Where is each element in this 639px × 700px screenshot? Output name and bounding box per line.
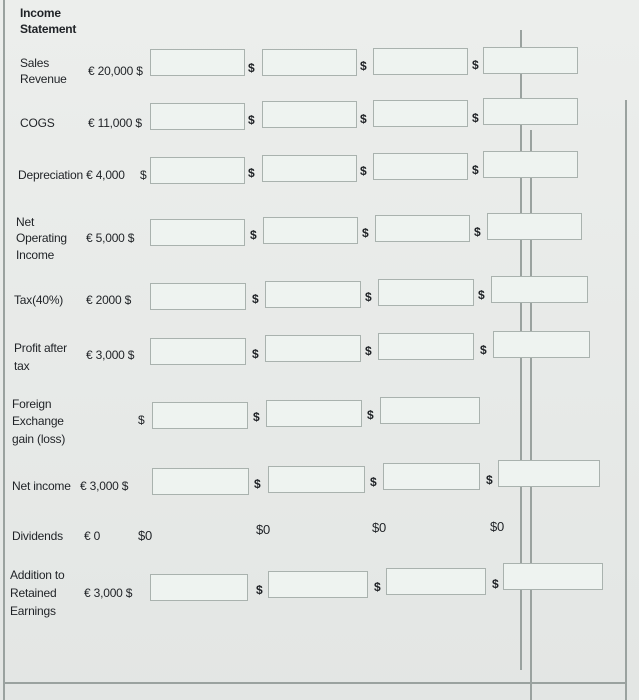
dividends-zero-col-2: $0 [256,522,271,537]
dividends-zero-col-4: $0 [490,519,505,534]
retained-earnings-input-3[interactable] [386,568,486,595]
dollar-sign: $ [474,225,481,239]
foreign-exchange-input-2[interactable] [266,400,362,427]
dividends-zero-col-1: $0 [138,528,153,543]
dollar-sign: $ [486,473,493,487]
row-label-tax: Tax(40%) [14,293,64,307]
dollar-sign: $ [472,111,479,125]
dividends-value: € 0 [84,529,101,543]
dollar-sign: $ [362,226,369,240]
dollar-sign: $ [360,164,367,178]
profit-after-tax-input-1[interactable] [150,338,246,365]
dollar-sign: $ [250,228,257,242]
table-bottom-border [3,682,625,684]
row-label-dividends: Dividends [12,529,63,543]
row-label-profit-after: Profit after [14,341,67,355]
table-left-border [3,0,5,700]
statement-title-line1: Income [20,6,61,20]
sales-revenue-value: € 20,000 $ [88,64,143,78]
row-label-operating: Operating [16,231,67,245]
foreign-exchange-value: $ [138,413,145,427]
cogs-input-3[interactable] [373,100,468,127]
foreign-exchange-input-3[interactable] [380,397,480,424]
dollar-sign: $ [478,288,485,302]
retained-earnings-input-2[interactable] [268,571,368,598]
depreciation-input-2[interactable] [262,155,357,182]
row-label-retained: Retained [10,586,57,600]
net-income-input-1[interactable] [152,468,249,495]
dollar-sign: $ [248,61,255,75]
row-label-cogs: COGS [20,116,55,130]
retained-earnings-input-1[interactable] [150,574,248,601]
sales-revenue-input-3[interactable] [373,48,468,75]
table-right-border [625,100,627,700]
dollar-sign: $ [472,163,479,177]
dollar-sign: $ [492,577,499,591]
cogs-input-2[interactable] [262,101,357,128]
dollar-sign: $ [252,347,259,361]
tax-input-3[interactable] [378,279,474,306]
depreciation-input-4[interactable] [483,151,578,178]
dollar-sign: $ [252,292,259,306]
sales-revenue-input-1[interactable] [150,49,245,76]
net-operating-income-value: € 5,000 $ [86,231,135,245]
dollar-sign: $ [254,477,261,491]
dollar-sign: $ [360,59,367,73]
cogs-input-4[interactable] [483,98,578,125]
dividends-zero-col-3: $0 [372,520,387,535]
tax-input-4[interactable] [491,276,588,303]
row-label-income: Income [16,248,55,262]
cogs-value: € 11,000 $ [88,116,142,130]
net-operating-income-input-3[interactable] [375,215,470,242]
net-income-input-4[interactable] [498,460,600,487]
sales-revenue-input-4[interactable] [483,47,578,74]
net-operating-income-input-2[interactable] [263,217,358,244]
row-label-gain-loss: gain (loss) [12,432,66,446]
profit-after-tax-input-3[interactable] [378,333,474,360]
dollar-sign: $ [248,166,255,180]
row-label-tax-2: tax [14,359,30,373]
dollar-sign: $ [370,475,377,489]
dollar-sign: $ [360,112,367,126]
dollar-sign: $ [472,58,479,72]
row-label-net: Net [16,215,35,229]
row-label-earnings: Earnings [10,604,56,618]
net-income-input-2[interactable] [268,466,365,493]
foreign-exchange-input-1[interactable] [152,402,248,429]
tax-value: € 2000 $ [86,293,132,307]
row-label-depreciation: Depreciation € 4,000 [18,168,125,182]
dollar-sign: $ [256,583,263,597]
dollar-sign: $ [374,580,381,594]
profit-after-tax-input-2[interactable] [265,335,361,362]
row-label-revenue: Revenue [20,72,67,86]
profit-after-tax-value: € 3,000 $ [86,348,135,362]
depreciation-input-3[interactable] [373,153,468,180]
row-label-foreign: Foreign [12,397,52,411]
retained-earnings-input-4[interactable] [503,563,603,590]
dollar-sign: $ [367,408,374,422]
cogs-input-1[interactable] [150,103,245,130]
tax-input-1[interactable] [150,283,246,310]
sales-revenue-input-2[interactable] [262,49,357,76]
depreciation-value: $ [140,168,147,182]
row-label-net-income: Net income [12,479,71,493]
depreciation-input-1[interactable] [150,157,245,184]
retained-earnings-value: € 3,000 $ [84,586,133,600]
row-label-addition-to: Addition to [10,568,65,582]
tax-input-2[interactable] [265,281,361,308]
net-income-value: € 3,000 $ [80,479,129,493]
dollar-sign: $ [480,343,487,357]
statement-title-line2: Statement [20,22,77,36]
net-operating-income-input-1[interactable] [150,219,245,246]
row-label-sales: Sales [20,56,50,70]
dollar-sign: $ [248,113,255,127]
dollar-sign: $ [365,344,372,358]
dollar-sign: $ [253,410,260,424]
net-operating-income-input-4[interactable] [487,213,582,240]
profit-after-tax-input-4[interactable] [493,331,590,358]
row-label-exchange: Exchange [12,414,64,428]
net-income-input-3[interactable] [383,463,480,490]
dollar-sign: $ [365,290,372,304]
